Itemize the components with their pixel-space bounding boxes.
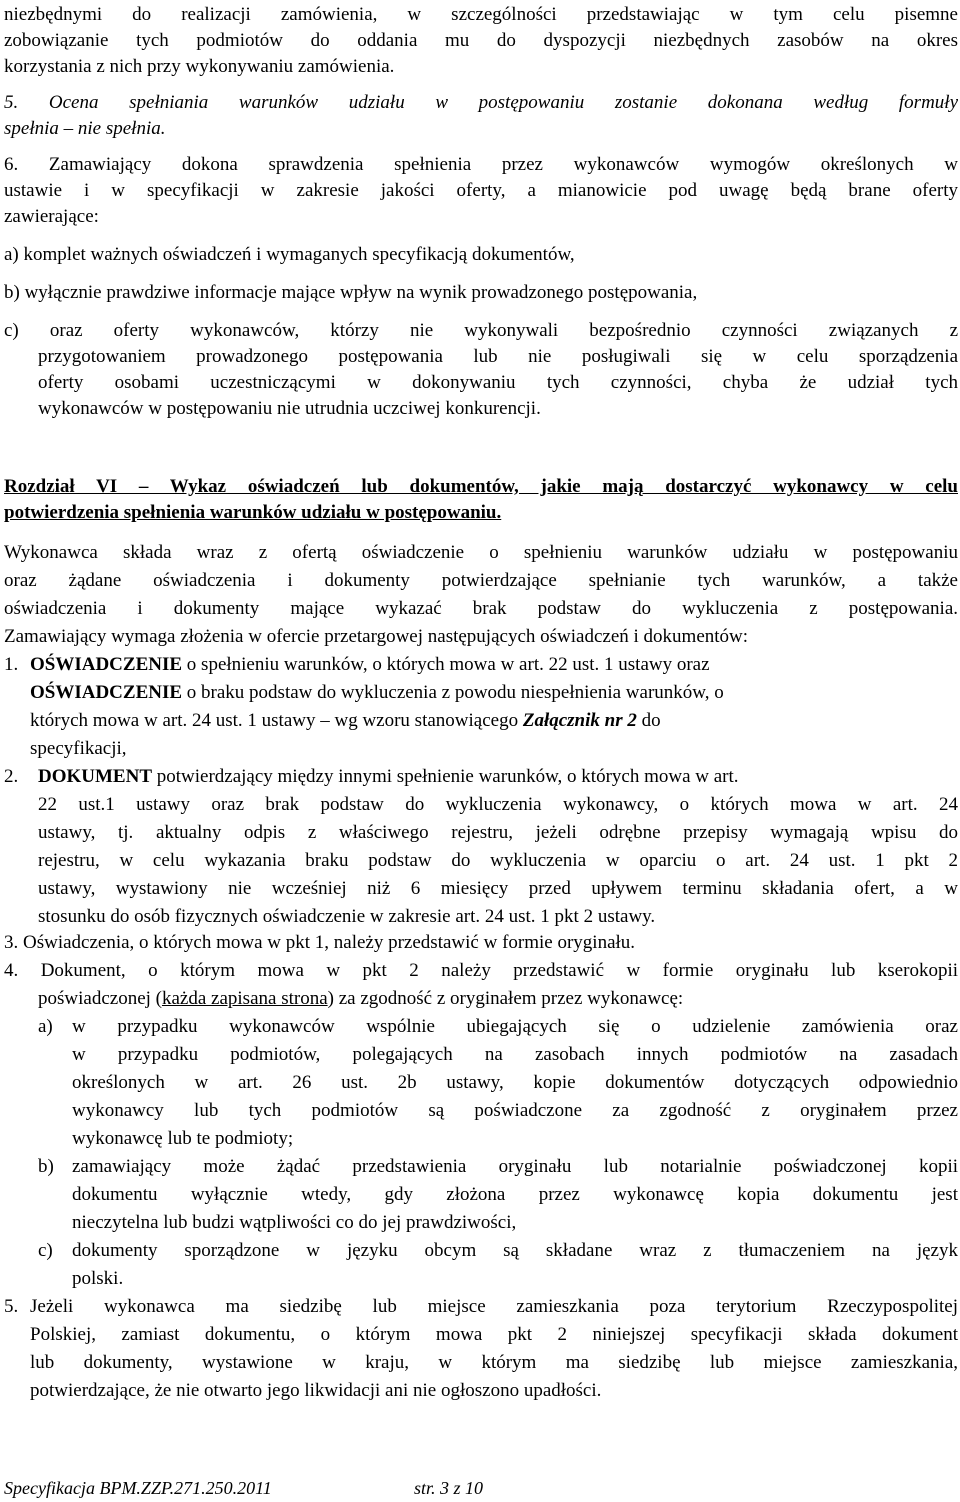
text-line: polski. [72, 1268, 124, 1289]
text-line: 22 ust.1 ustawy oraz brak podstaw do wykluczenia wykonawcy, o których mowa w art. 24 [38, 794, 958, 815]
text-line: ustawy, tj. aktualny odpis z właściwego rejestru, jeżeli odrębne przepisy wymagają wpisu do [38, 822, 958, 843]
list-item: zamawiający może żądać przedstawienia oryginału lub notarialnie poświadczonej kopii [72, 1156, 958, 1177]
text-line: specyfikacji, [30, 738, 127, 759]
text-line: nieczytelna lub budzi wątpliwości co do jej prawdziwości, [72, 1212, 517, 1233]
text-line: stosunku do osób fizycznych oświadczenie w zakresie art. 24 ust. 1 pkt 2 ustawy. [38, 906, 656, 927]
list-item: OŚWIADCZENIE o spełnieniu warunków, o których mowa w art. 22 ust. 1 ustawy oraz [30, 654, 710, 675]
section-heading: Rozdział VI – Wykaz oświadczeń lub dokumentów, jakie mają dostarczyć wykonawcy w celu [4, 476, 958, 497]
list-item: Jeżeli wykonawca ma siedzibę lub miejsce zamieszkania poza terytorium Rzeczypospolitej [30, 1296, 958, 1317]
list-label: b) [38, 1156, 54, 1177]
section-heading: potwierdzenia spełnienia warunków udziału w postępowaniu. [4, 502, 502, 523]
text-line: wykonawcę lub te podmioty; [72, 1128, 294, 1149]
list-number: 1. [4, 654, 19, 675]
list-item: DOKUMENT potwierdzający między innymi spełnienie warunków, o których mowa w art. [38, 766, 739, 787]
list-item: b) wyłącznie prawdziwe informacje mające wpływ na wynik prowadzonego postępowania, [4, 282, 698, 303]
text-line: Zamawiający wymaga złożenia w ofercie przetargowej następujących oświadczeń i dokumentów: [4, 626, 749, 647]
text-line: zawierające: [4, 206, 99, 227]
text-line: oraz żądane oświadczenia i dokumenty potwierdzające spełnianie tych warunków, a także [4, 570, 958, 591]
list-item: 3. Oświadczenia, o których mowa w pkt 1, należy przedstawić w formie oryginału. [4, 932, 636, 953]
text-line: Wykonawca składa wraz z ofertą oświadczenie o spełnieniu warunków udziału w postępowaniu [4, 542, 958, 563]
text-line: potwierdzające, że nie otwarto jego likwidacji ani nie ogłoszono upadłości. [30, 1380, 602, 1401]
list-label: c) [38, 1240, 53, 1261]
list-item: 4. Dokument, o którym mowa w pkt 2 należy przedstawić w formie oryginału lub kserokopii [4, 960, 958, 981]
text-line: spełnia – nie spełnia. [4, 118, 166, 139]
footer-doc-id: Specyfikacja BPM.ZZP.271.250.2011 [4, 1478, 272, 1498]
text-line: których mowa w art. 24 ust. 1 ustawy – wg wzoru stanowiącego Załącznik nr 2 do [30, 710, 661, 731]
text-line: dokumentu wyłącznie wtedy, gdy złożona przez wykonawcę kopia dokumentu jest [72, 1184, 958, 1205]
text-line: ustawie i w specyfikacji w zakresie jakości oferty, a mianowicie pod uwagę będą brane oferty [4, 180, 958, 201]
text-line: ustawy, wystawiony nie wcześniej niż 6 miesięcy przed upływem terminu składania ofert, a w [38, 878, 958, 899]
text-line: poświadczonej (każda zapisana strona) za zgodność z oryginałem przez wykonawcę: [38, 988, 684, 1009]
list-item: w przypadku wykonawców wspólnie ubiegających się o udzielenie zamówienia oraz [72, 1016, 958, 1037]
text-line: lub dokumenty, wystawione w kraju, w którym ma siedzibę lub miejsce zamieszkania, [30, 1352, 958, 1373]
list-label: a) [38, 1016, 53, 1037]
text-line: przygotowaniem prowadzonego postępowania lub nie posługiwali się w celu sporządzenia [38, 346, 958, 367]
text-line: zobowiązanie tych podmiotów do oddania mu do dyspozycji niezbędnych zasobów na okres [4, 30, 958, 51]
list-item: dokumenty sporządzone w języku obcym są składane wraz z tłumaczeniem na język [72, 1240, 958, 1261]
text-line: rejestru, w celu wykazania braku podstaw do wykluczenia w oparciu o art. 24 ust. 1 pkt 2 [38, 850, 958, 871]
text-line: wykonawcy lub tych podmiotów są poświadczone za zgodność z oryginałem przez [72, 1100, 958, 1121]
list-item: c) oraz oferty wykonawców, którzy nie wykonywali bezpośrednio czynności związanych z [4, 320, 958, 341]
text-line: wykonawców w postępowaniu nie utrudnia uczciwej konkurencji. [38, 398, 541, 419]
text-line: Polskiej, zamiast dokumentu, o którym mowa pkt 2 niniejszej specyfikacji składa dokument [30, 1324, 958, 1345]
text-line: określonych w art. 26 ust. 2b ustawy, kopie dokumentów dotyczących odpowiednio [72, 1072, 958, 1093]
list-number: 2. [4, 766, 19, 787]
footer-page-number: str. 3 z 10 [414, 1478, 484, 1498]
text-line: korzystania z nich przy wykonywaniu zamówienia. [4, 56, 395, 77]
text-line: OŚWIADCZENIE o braku podstaw do wykluczenia z powodu niespełnienia warunków, o [30, 682, 724, 703]
text-line: oferty osobami uczestniczącymi w dokonywaniu tych czynności, chyba że udział tych [38, 372, 958, 393]
text-line: 5. Ocena spełniania warunków udziału w postępowaniu zostanie dokonana według formuły [4, 92, 958, 113]
text-line: 6. Zamawiający dokona sprawdzenia spełnienia przez wykonawców wymogów określonych w [4, 154, 958, 175]
list-number: 5. [4, 1296, 19, 1317]
text-line: oświadczenia i dokumenty mające wykazać brak podstaw do wykluczenia z postępowania. [4, 598, 958, 619]
list-item: a) komplet ważnych oświadczeń i wymaganych specyfikacją dokumentów, [4, 244, 575, 265]
text-line: w przypadku podmiotów, polegających na zasobach innych podmiotów na zasadach [72, 1044, 958, 1065]
text-line: niezbędnymi do realizacji zamówienia, w szczególności przedstawiając w tym celu pisemne [4, 4, 958, 25]
